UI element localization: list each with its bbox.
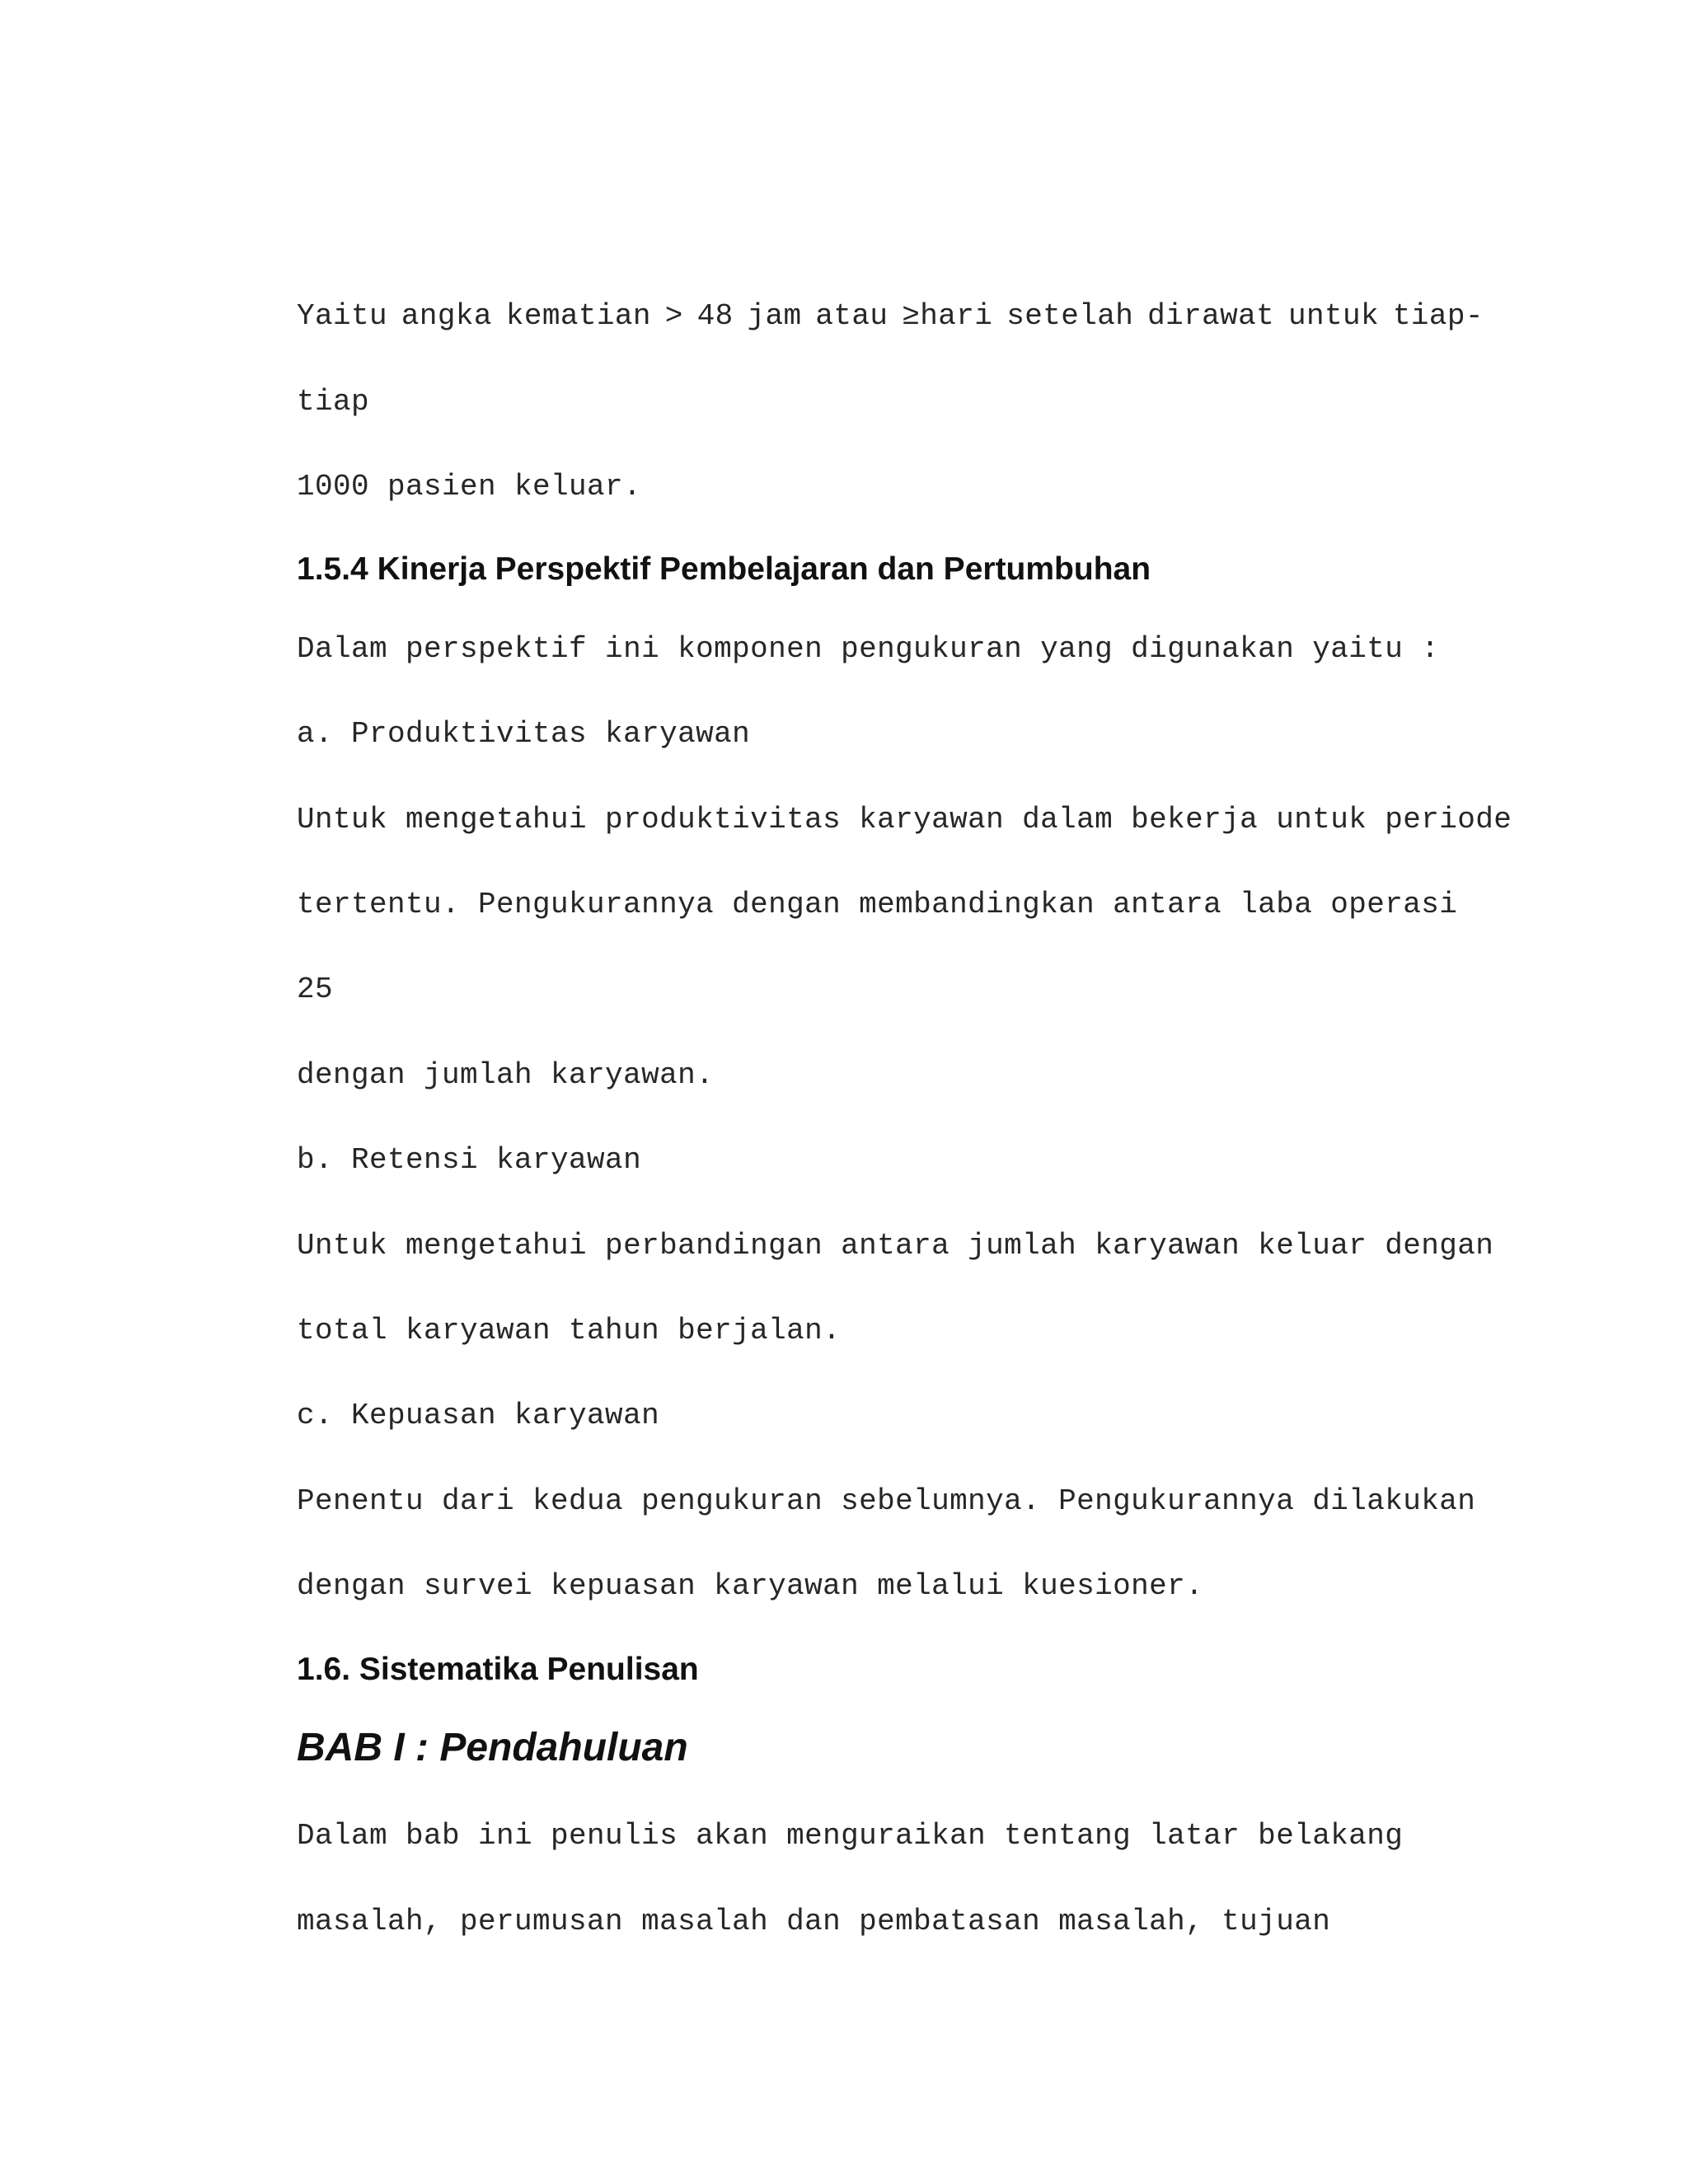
paragraph-line-11: Untuk mengetahui perbandingan antara jumlah karyawan keluar dengan: [297, 1229, 1494, 1263]
list-item-a: a. Produktivitas karyawan: [297, 717, 751, 751]
list-item-c: c. Kepuasan karyawan: [297, 1399, 660, 1432]
word: jam: [747, 299, 802, 333]
paragraph-line-15: dengan survei kepuasan karyawan melalui kuesioner.: [297, 1569, 1204, 1603]
page-number: 25: [297, 972, 334, 1006]
word: atau: [815, 299, 889, 333]
word: ≥hari: [902, 299, 993, 333]
word: setelah: [1006, 299, 1134, 333]
word: >: [664, 299, 683, 333]
section-heading-1-5-4: 1.5.4 Kinerja Perspektif Pembelajaran dan Pertumbuhan: [297, 551, 1151, 587]
paragraph-line-7: tertentu. Pengukurannya dengan membandingkan antara laba operasi: [297, 888, 1458, 921]
word: untuk: [1288, 299, 1380, 333]
paragraph-line-4: Dalam perspektif ini komponen pengukuran yang digunakan yaitu :: [297, 632, 1440, 666]
chapter-heading: BAB I : Pendahuluan: [297, 1726, 688, 1769]
paragraph-line-16: Dalam bab ini penulis akan menguraikan tentang latar belakang: [297, 1819, 1404, 1853]
word: 48: [696, 299, 734, 333]
paragraph-line-9: dengan jumlah karyawan.: [297, 1058, 715, 1092]
paragraph-line-17: masalah, perumusan masalah dan pembatasan masalah, tujuan: [297, 1905, 1331, 1938]
word: Yaitu: [297, 299, 388, 333]
paragraph-line-14: Penentu dari kedua pengukuran sebelumnya. Pengukurannya dilakukan: [297, 1484, 1476, 1518]
word: tiap-: [1392, 299, 1484, 333]
paragraph-line-3: 1000 pasien keluar.: [297, 470, 642, 504]
paragraph-line-2: tiap: [297, 385, 370, 419]
paragraph-line-1: [297, 298, 1484, 335]
paragraph-line-12: total karyawan tahun berjalan.: [297, 1314, 842, 1347]
paragraph-line-6: Untuk mengetahui produktivitas karyawan dalam bekerja untuk periode: [297, 803, 1512, 837]
section-heading-1-6: 1.6. Sistematika Penulisan: [297, 1652, 699, 1687]
word: kematian: [505, 299, 651, 333]
word: dirawat: [1147, 299, 1275, 333]
list-item-b: b. Retensi karyawan: [297, 1143, 642, 1177]
word: angka: [401, 299, 492, 333]
